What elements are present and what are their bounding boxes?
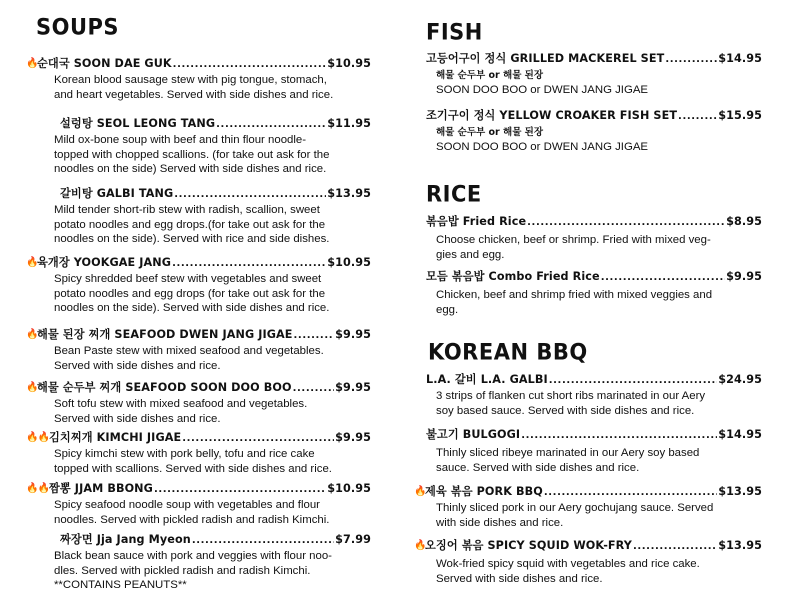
item-price: $10.95 bbox=[327, 57, 371, 70]
flame-icon: 🔥🔥 bbox=[26, 483, 49, 494]
item-description: Wok-fried spicy squid with vegetables and rice cake. Served with side dishes and rice. bbox=[436, 558, 700, 585]
menu-item-pork-bbq bbox=[414, 485, 762, 530]
item-options: SOON DOO BOO or DWEN JANG JIGAE bbox=[436, 84, 649, 96]
soups-title: SOUPS bbox=[36, 14, 120, 40]
item-description: Soft tofu stew with mixed seafood and vegetables. Served with side dishes and rice. bbox=[54, 398, 308, 425]
item-price: $14.95 bbox=[718, 52, 762, 65]
item-price: $24.95 bbox=[718, 373, 762, 386]
menu-item-seafood-dwen-jang-jigae bbox=[26, 328, 371, 373]
item-price: $10.95 bbox=[327, 482, 371, 495]
flame-icon: 🔥 bbox=[26, 382, 39, 393]
item-description: Mild tender short-rib stew with radish, scallion, sweet potato noodles and egg drops.(for take out ask for the noodles on the side). Served with rice and side dishes. bbox=[54, 204, 330, 246]
item-price: $11.95 bbox=[327, 117, 371, 130]
item-name: 고등어구이 정식 GRILLED MACKEREL SET bbox=[426, 52, 665, 65]
item-description: Choose chicken, beef or shrimp. Fried with mixed veg- gies and egg. bbox=[436, 234, 711, 261]
item-price: $9.95 bbox=[335, 431, 371, 444]
menu-item-galbi-tang bbox=[26, 187, 371, 247]
item-price: $9.95 bbox=[726, 270, 762, 283]
menu-item-spicy-squid-wok-fry bbox=[414, 539, 762, 586]
item-description: Thinly sliced ribeye marinated in our Aery soy based sauce. Served with side dishes and rice. bbox=[436, 447, 700, 474]
item-price: $15.95 bbox=[718, 109, 762, 122]
item-name: 해물 순두부 찌개 SEAFOOD SOON DOO BOO bbox=[37, 381, 292, 394]
item-description: Korean blood sausage stew with pig tongue, stomach, and heart vegetables. Served with side dishes and rice. bbox=[54, 74, 334, 101]
menu-item-soon-dae-guk bbox=[26, 57, 371, 102]
menu-item-la-galbi bbox=[426, 373, 762, 418]
rice-title: RICE bbox=[426, 181, 482, 207]
item-name: 순대국 SOON DAE GUK bbox=[37, 57, 172, 70]
flame-icon: 🔥 bbox=[26, 58, 39, 69]
item-name: L.A. 갈비 L.A. GALBI bbox=[426, 373, 548, 386]
flame-icon: 🔥 bbox=[414, 540, 427, 551]
item-description: Thinly sliced pork in our Aery gochujang sauce. Served with side dishes and rice. bbox=[436, 502, 714, 529]
menu-item-yookgae-jang bbox=[26, 256, 371, 316]
item-name: 김치찌개 KIMCHI JIGAE bbox=[49, 431, 182, 444]
item-name: 제육 볶음 PORK BBQ bbox=[425, 485, 543, 498]
korean-bbq-title: KOREAN BBQ bbox=[428, 339, 588, 365]
item-price: $14.95 bbox=[718, 428, 762, 441]
item-price: $13.95 bbox=[327, 187, 371, 200]
item-description: Bean Paste stew with mixed seafood and vegetables. Served with side dishes and rice. bbox=[54, 345, 324, 372]
item-name: 육개장 YOOKGAE JANG bbox=[37, 256, 172, 269]
item-options: SOON DOO BOO or DWEN JANG JIGAE bbox=[436, 141, 649, 153]
menu-item-combo-fried-rice bbox=[426, 270, 762, 317]
item-name: 볶음밥 Fried Rice bbox=[426, 215, 527, 228]
item-description: Black bean sauce with pork and veggies with flour noo- dles. Served with pickled radish and radish Kimchi. **CONTAINS PEANUTS** bbox=[54, 550, 332, 592]
item-description: Spicy seafood noodle soup with vegetables and flour noodles. Served with pickled radish and radish Kimchi. bbox=[54, 499, 330, 526]
menu-item-fried-rice bbox=[426, 215, 762, 262]
item-price: $9.95 bbox=[335, 328, 371, 341]
item-description: Mild ox-bone soup with beef and thin flour noodle- topped with chopped scallions. (for take out ask for the noodles on the side) Served with side dishes and rice. bbox=[54, 134, 330, 176]
item-price: $7.99 bbox=[335, 533, 371, 546]
item-price: $13.95 bbox=[718, 485, 762, 498]
item-name: 갈비탕 GALBI TANG bbox=[60, 187, 174, 200]
item-description: Spicy shredded beef stew with vegetables and sweet potato noodles and egg drops (for take out ask for the noodles on the side). Served with side dishes and rice. bbox=[54, 273, 330, 315]
menu-item-yellow-croaker-fish-set bbox=[426, 109, 762, 155]
item-options-korean: 해물 순두부 or 해물 된장 bbox=[436, 70, 544, 81]
item-name: 불고기 BULGOGI bbox=[426, 428, 521, 441]
item-description: Spicy kimchi stew with pork belly, tofu and rice cake topped with scallions. Served with side dishes and rice. bbox=[54, 448, 332, 475]
menu-item-jja-jang-myeon bbox=[26, 533, 371, 593]
item-price: $13.95 bbox=[718, 539, 762, 552]
item-name: 해물 된장 찌개 SEAFOOD DWEN JANG JIGAE bbox=[37, 328, 293, 341]
flame-icon: 🔥🔥 bbox=[26, 432, 49, 443]
menu-item-bulgogi bbox=[426, 428, 762, 475]
fish-title: FISH bbox=[426, 19, 483, 45]
item-name: 오징어 볶음 SPICY SQUID WOK-FRY bbox=[425, 539, 632, 552]
item-options-korean: 해물 순두부 or 해물 된장 bbox=[436, 127, 544, 138]
flame-icon: 🔥 bbox=[26, 329, 39, 340]
item-name: 짜장면 Jja Jang Myeon bbox=[60, 533, 191, 546]
item-name: 설렁탕 SEOL LEONG TANG bbox=[60, 117, 216, 130]
flame-icon: 🔥 bbox=[414, 486, 427, 497]
menu-item-kimchi-jigae bbox=[26, 431, 371, 476]
menu-item-seafood-soon-doo-boo bbox=[26, 381, 371, 426]
item-name: 조기구이 정식 YELLOW CROAKER FISH SET bbox=[426, 109, 678, 122]
item-description: Chicken, beef and shrimp fried with mixed veggies and egg. bbox=[436, 289, 713, 316]
item-description: 3 strips of flanken cut short ribs marinated in our Aery soy based sauce. Served with side dishes and rice. bbox=[436, 390, 706, 417]
item-name: 모듬 볶음밥 Combo Fried Rice bbox=[426, 270, 600, 283]
item-price: $9.95 bbox=[335, 381, 371, 394]
flame-icon: 🔥 bbox=[26, 257, 39, 268]
item-price: $8.95 bbox=[726, 215, 762, 228]
menu-item-jjam-bbong bbox=[26, 482, 371, 527]
menu-item-seol-leong-tang bbox=[26, 117, 371, 177]
item-price: $10.95 bbox=[327, 256, 371, 269]
item-name: 짬뽕 JJAM BBONG bbox=[49, 482, 153, 495]
menu-item-grilled-mackerel-set bbox=[426, 52, 762, 98]
